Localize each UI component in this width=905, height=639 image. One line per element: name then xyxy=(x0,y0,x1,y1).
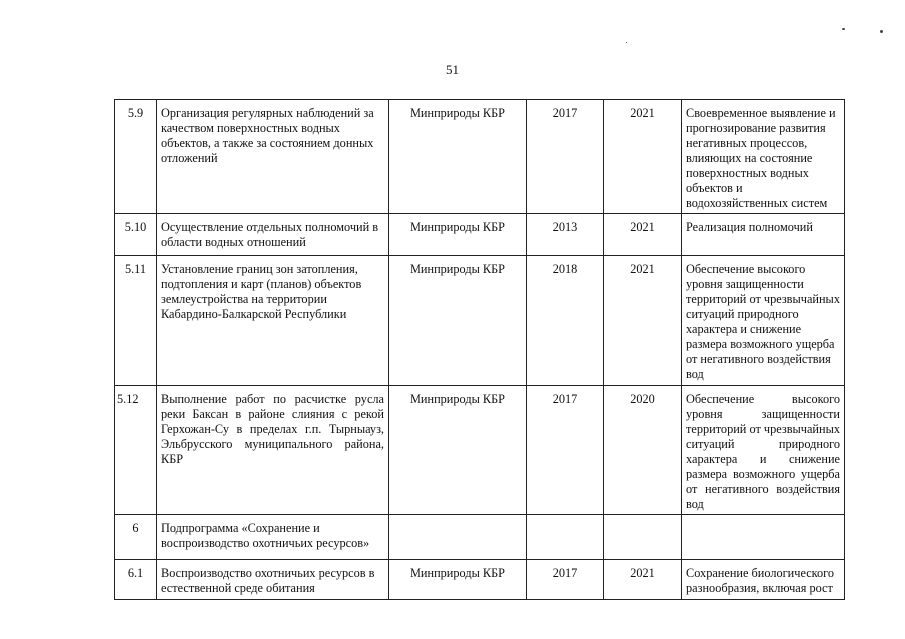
scan-speck xyxy=(880,30,883,33)
row-number: 6.1 xyxy=(115,560,157,600)
table-row xyxy=(115,214,845,256)
expected-result: Сохранение биологического разнообразия, включая рост xyxy=(682,560,845,600)
activity-name: Организация регулярных наблюдений за качеством поверхностных водных объектов, а также за состоянием донных отложений xyxy=(157,100,389,214)
executor: Минприроды КБР xyxy=(389,256,527,386)
expected-result: Обеспечение высокого уровня защищенности территорий от чрезвычайных ситуаций природного характера и снижение размера возможного ущерба от негативного воздействия вод xyxy=(682,256,845,386)
program-table xyxy=(114,99,845,600)
executor: Минприроды КБР xyxy=(389,100,527,214)
row-number: 5.11 xyxy=(115,256,157,386)
activity-name: Выполнение работ по расчистке русла реки Баксан в районе слияния с рекой Герхожан-Су в пределах г.п. Тырныауз, Эльбрусского муниципального района, КБР xyxy=(157,386,389,515)
executor xyxy=(389,515,527,560)
row-number: 5.9 xyxy=(115,100,157,214)
end-year xyxy=(604,515,682,560)
executor: Минприроды КБР xyxy=(389,560,527,600)
end-year: 2021 xyxy=(604,560,682,600)
start-year: 2017 xyxy=(527,386,604,515)
scan-speck xyxy=(626,42,627,43)
row-number: 6 xyxy=(115,515,157,560)
table-row xyxy=(115,100,845,214)
end-year: 2021 xyxy=(604,214,682,256)
table-row xyxy=(115,386,845,515)
end-year: 2021 xyxy=(604,256,682,386)
executor: Минприроды КБР xyxy=(389,214,527,256)
activity-name: Воспроизводство охотничьих ресурсов в естественной среде обитания xyxy=(157,560,389,600)
activity-name: Установление границ зон затопления, подтопления и карт (планов) объектов землеустройства на территории Кабардино-Балкарской Республики xyxy=(157,256,389,386)
table-row xyxy=(115,515,845,560)
expected-result: Реализация полномочий xyxy=(682,214,845,256)
scan-speck xyxy=(842,28,845,30)
activity-name: Осуществление отдельных полномочий в области водных отношений xyxy=(157,214,389,256)
start-year: 2013 xyxy=(527,214,604,256)
page-number: 51 xyxy=(446,62,459,77)
end-year: 2020 xyxy=(604,386,682,515)
end-year: 2021 xyxy=(604,100,682,214)
expected-result: Своевременное выявление и прогнозирование развития негативных процессов, влияющих на состояние поверхностных водных объектов и водохозяйственных систем xyxy=(682,100,845,214)
table-row xyxy=(115,256,845,386)
expected-result: Обеспечение высокого уровня защищенности территорий от чрезвычайных ситуаций природного характера и снижение размера возможного ущерба от негативного воздействия вод xyxy=(682,386,845,515)
start-year: 2018 xyxy=(527,256,604,386)
row-number: 5.12 xyxy=(115,386,157,515)
start-year xyxy=(527,515,604,560)
executor: Минприроды КБР xyxy=(389,386,527,515)
expected-result xyxy=(682,515,845,560)
start-year: 2017 xyxy=(527,100,604,214)
subprogram-name: Подпрограмма «Сохранение и воспроизводство охотничьих ресурсов» xyxy=(157,515,389,560)
table-row xyxy=(115,560,845,600)
row-number: 5.10 xyxy=(115,214,157,256)
start-year: 2017 xyxy=(527,560,604,600)
